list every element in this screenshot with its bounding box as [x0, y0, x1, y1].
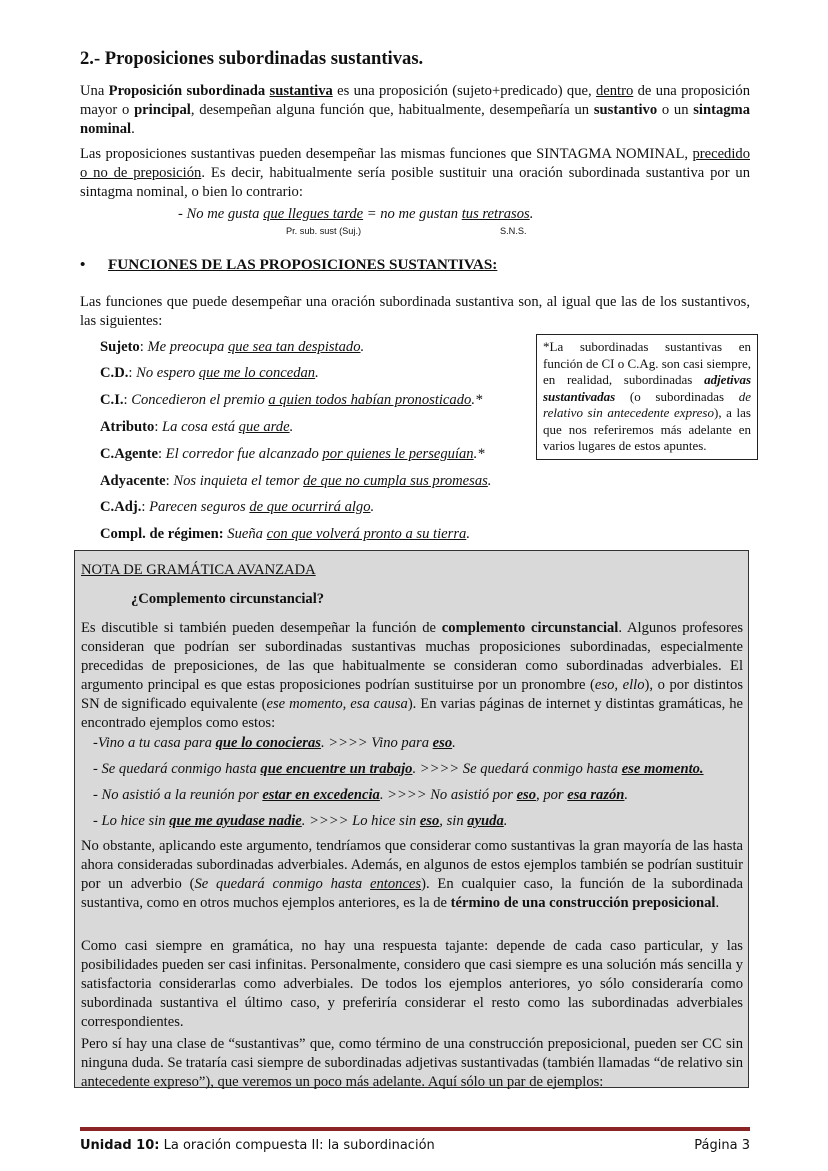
- note-paragraph-4: Pero sí hay una clase de “sustantivas” que, como término de una construcción preposicional, pueden ser CC sin ninguna duda. Se trataría casi siempre de subordinadas adjetivas sustantivadas (también llamadas “de relativo sin antecedente expreso”), que veremos un poco más adelante. Aquí sólo un par de ejemplos:: [81, 1036, 743, 1090]
- function-item-cagente: C.Agente: El corredor fue alcanzado por quienes le perseguían.*: [100, 446, 485, 462]
- bullet-icon: •: [80, 256, 86, 273]
- example-label-subordinate: Pr. sub. sust (Suj.): [286, 226, 362, 236]
- intro-paragraph-1: Una Proposición subordinada sustantiva es una proposición (sujeto+predicado) que, dentro de una proposición mayor o principal, desempeñan alguna función que, habitualmente, desempeñaría un sustantivo o un sintagma nominal.: [80, 83, 751, 137]
- note-example-1: -Vino a tu casa para que lo conocieras. >>>> Vino para eso.: [93, 735, 456, 751]
- footer-rule: [80, 1127, 750, 1131]
- advanced-grammar-note: [74, 550, 749, 1088]
- example-label-sns: S.N.S.: [500, 226, 527, 236]
- note-paragraph-1: Es discutible si también pueden desempeñar la función de complemento circunstancial. Algunos profesores consideran que podrían ser subordinadas sustantivas muchas proposiciones subordinadas, especialmente precedidas de preposiciones, de las que habitualmente se consideran como subordinadas adverbiales. El argumento principal es que estas proposiciones podrían sustituirse por un pronombre (eso, ello), o por distintos SN de significado equivalente (ese momento, esa causa). En varias páginas de internet y distintas gramáticas, he encontrado ejemplos como estos:: [81, 620, 744, 731]
- note-paragraph-2: No obstante, aplicando este argumento, tendríamos que considerar como sustantivas la gran mayoría de las hasta ahora consideradas subordinadas adverbiales. Además, en algunos de estos ejemplos también se podrían sustituir por un adverbio (Se quedará conmigo hasta entonces). En cualquier caso, la función de la subordinada sustantiva, como en otros muchos ejemplos anteriores, es la de término de una construcción preposicional.: [81, 838, 743, 911]
- intro-paragraph-2: Las proposiciones sustantivas pueden desempeñar las mismas funciones que SINTAGMA NOMINAL, precedido o no de preposición. Es decir, habitualmente sería posible sustituir una oración subordinada sustantiva por un sintagma nominal, o bien lo contrario:: [80, 146, 750, 200]
- function-item-sujeto: Sujeto: Me preocupa que sea tan despistado.: [100, 339, 365, 355]
- example-sentence: - No me gusta que llegues tarde = no me gustan tus retrasos.: [178, 206, 534, 222]
- note-paragraph-3: Como casi siempre en gramática, no hay una respuesta tajante: depende de cada caso particular, y las posibilidades pueden ser casi infinitas. Personalmente, considero que casi siempre es una solución más sencilla y satisfactoria considerarlas como adverbiales. De todos los ejemplos anteriores, yo sólo consideraría como subordinada sustantiva el último caso, y preferiría considerar el resto como las subordinadas adverbiales correspondientes.: [81, 938, 743, 1030]
- function-item-adyacente: Adyacente: Nos inquieta el temor de que no cumpla sus promesas.: [100, 473, 492, 489]
- note-title: NOTA DE GRAMÁTICA AVANZADA: [81, 562, 316, 578]
- function-item-cd: C.D.: No espero que me lo concedan.: [100, 365, 319, 381]
- side-note-box: *La subordinadas sustantivas en función de CI o C.Ag. son casi siempre, en realidad, subordinadas adjetivas sustantivadas (o subordinadas de relativo sin antecedente expreso), a las que nos referiremos más adelante en varios lugares de estos apuntes.: [536, 334, 758, 460]
- footer-page-number: Página 3: [694, 1138, 750, 1153]
- functions-section-title: • FUNCIONES DE LAS PROPOSICIONES SUSTANTIVAS:: [80, 256, 498, 273]
- function-item-regimen: Compl. de régimen: Sueña con que volverá pronto a su tierra.: [100, 526, 470, 542]
- note-subtitle: ¿Complemento circunstancial?: [131, 591, 325, 607]
- note-example-2: - Se quedará conmigo hasta que encuentre un trabajo. >>>> Se quedará conmigo hasta ese momento.: [93, 761, 704, 777]
- footer-unit-title: Unidad 10: La oración compuesta II: la subordinación: [80, 1138, 435, 1153]
- note-example-4: - Lo hice sin que me ayudase nadie. >>>> Lo hice sin eso, sin ayuda.: [93, 813, 508, 829]
- section-heading: 2.- Proposiciones subordinadas sustantivas.: [80, 48, 424, 69]
- functions-intro: Las funciones que puede desempeñar una oración subordinada sustantiva son, al igual que las de los sustantivos, las siguientes:: [80, 294, 750, 329]
- note-example-3: - No asistió a la reunión por estar en excedencia. >>>> No asistió por eso, por esa razón.: [93, 787, 629, 803]
- function-item-ci: C.I.: Concedieron el premio a quien todos habían pronosticado.*: [100, 392, 483, 408]
- function-item-atributo: Atributo: La cosa está que arde.: [100, 419, 294, 435]
- function-item-cadj: C.Adj.: Parecen seguros de que ocurrirá algo.: [100, 499, 375, 515]
